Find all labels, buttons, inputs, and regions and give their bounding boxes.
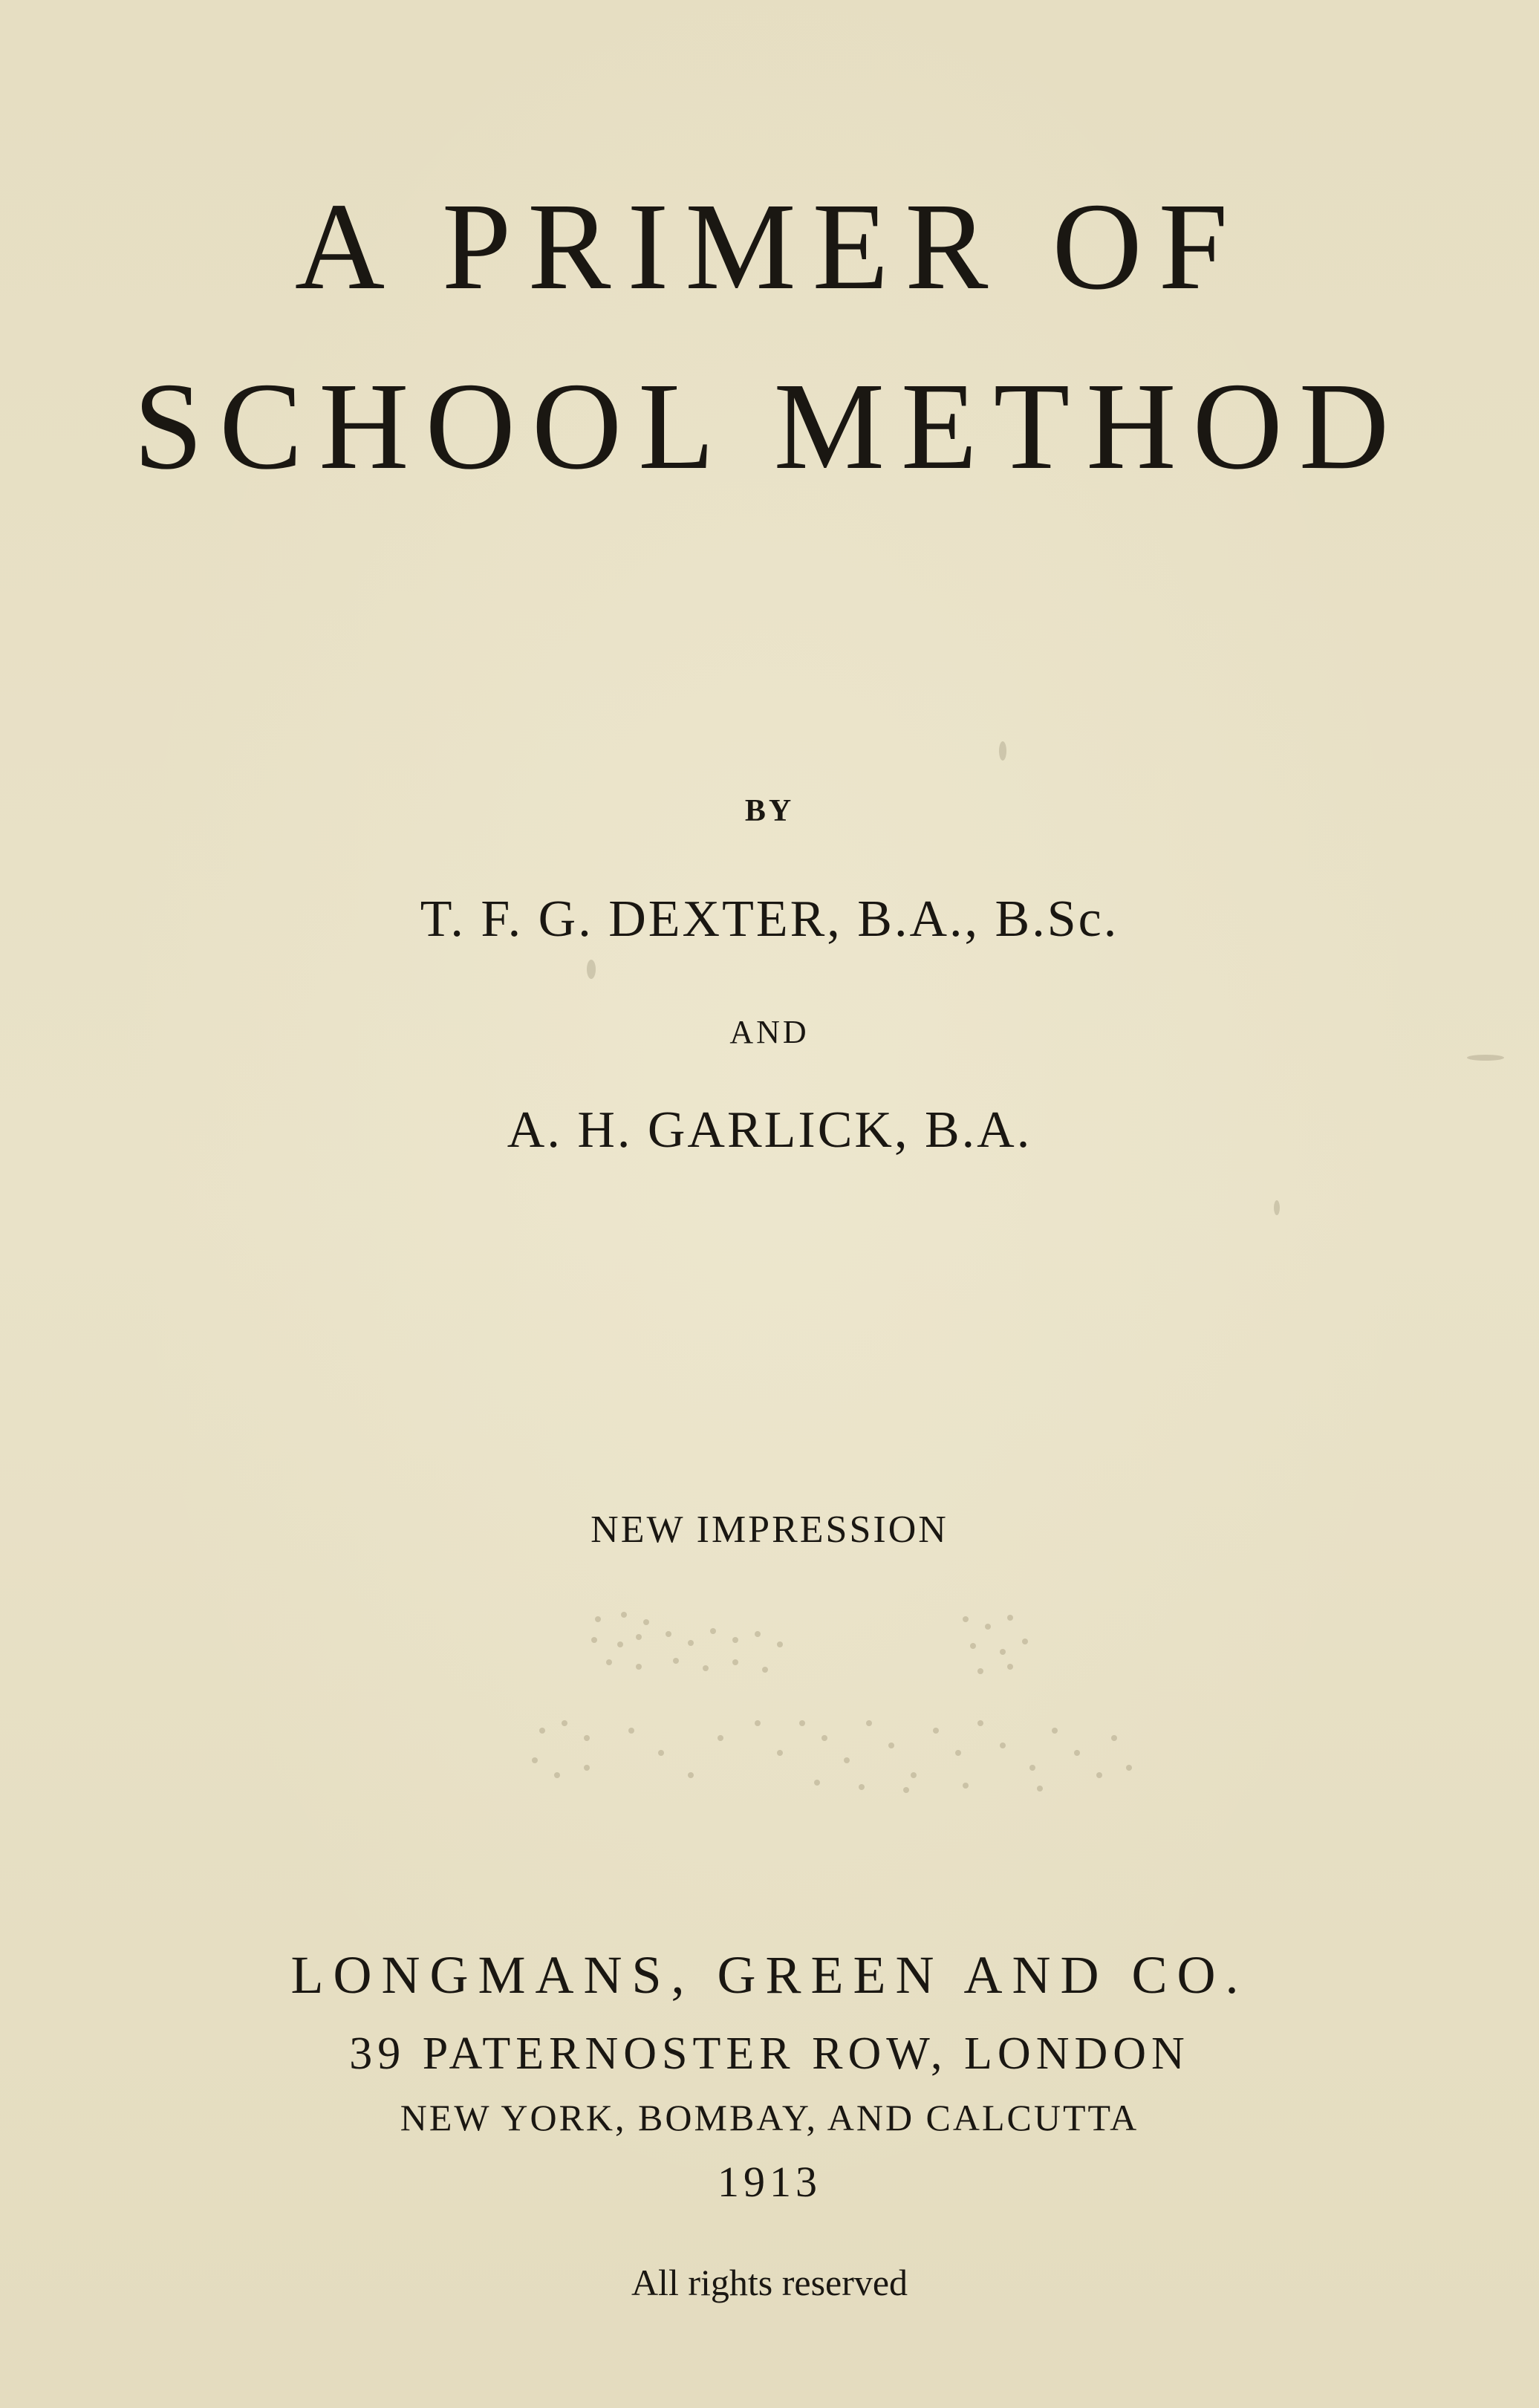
impression-label: NEW IMPRESSION — [590, 1509, 949, 1551]
paper-speck — [1274, 1200, 1280, 1215]
by-label: BY — [744, 794, 795, 828]
publisher-address: 39 PATERNOSTER ROW, LONDON — [349, 2028, 1190, 2079]
paper-speck — [1467, 1055, 1504, 1061]
publisher-name: LONGMANS, GREEN AND CO. — [290, 1945, 1249, 2005]
and-label: AND — [729, 1014, 810, 1050]
rights-notice: All rights reserved — [631, 2262, 908, 2303]
publication-year: 1913 — [718, 2158, 821, 2206]
publisher-cities: NEW YORK, BOMBAY, AND CALCUTTA — [400, 2097, 1139, 2138]
paper-speck — [587, 960, 596, 979]
author-2: A. H. GARLICK, B.A. — [507, 1102, 1032, 1159]
author-1: T. F. G. DEXTER, B.A., B.Sc. — [420, 891, 1119, 948]
paper-speck — [999, 741, 1006, 761]
book-title-line-1: A PRIMER OF — [294, 178, 1245, 316]
embossed-stamp-icon — [520, 1604, 1144, 1812]
book-title-line-2: SCHOOL METHOD — [133, 357, 1406, 495]
